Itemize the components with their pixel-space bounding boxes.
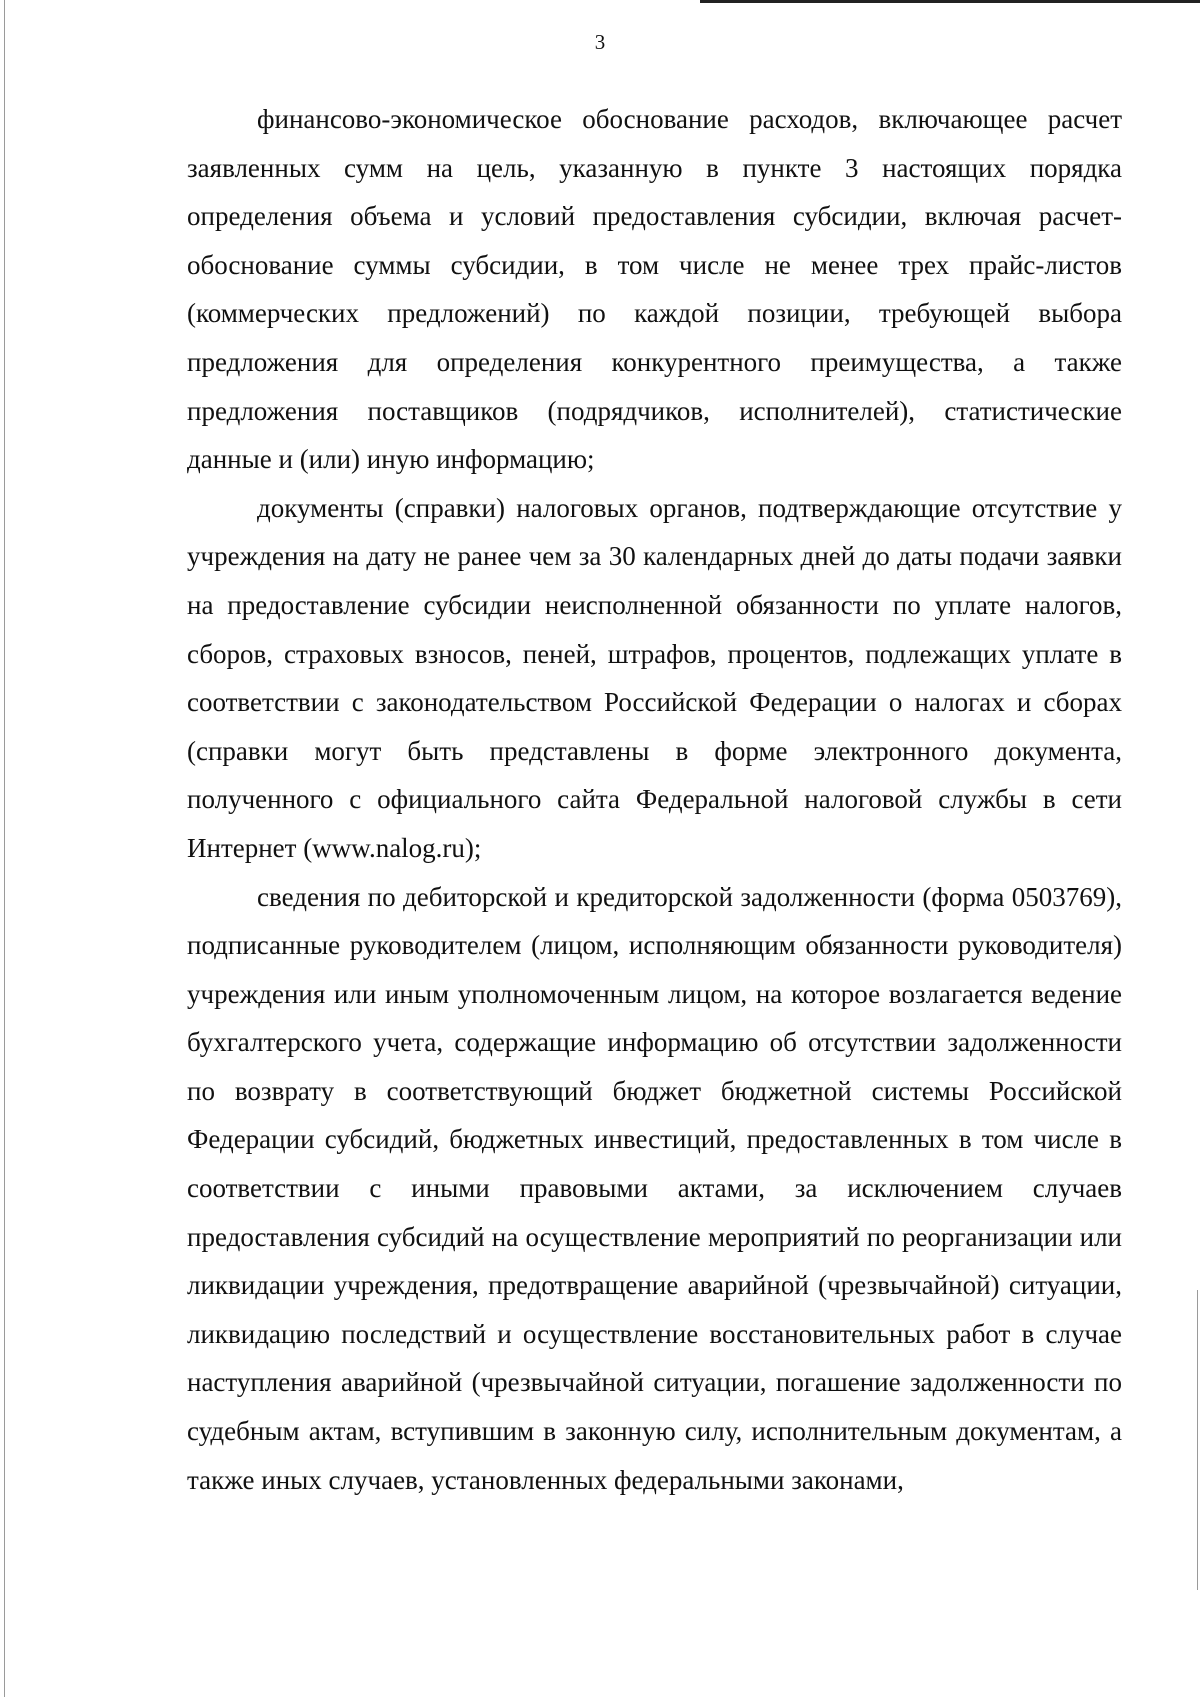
page-number: 3 [594, 30, 606, 54]
scan-edge-top [700, 0, 1200, 3]
document-body [187, 95, 1122, 1504]
paragraph-debt-information: сведения по дебиторской и кредиторской задолженности (форма 0503769), подписанные руководителем (лицом, исполняющим обязанности руководителя) учреждения или иным уполномоченным лицом, на которое возлагается ведение бухгалтерского учета, содержащие информацию об отсутствии задолженности по возврату в соответствующий бюджет бюджетной системы Российской Федерации субсидий, бюджетных инвестиций, предоставленных в том числе в соответствии с иными правовыми актами, за исключением случаев предоставления субсидий на осуществление мероприятий по реорганизации или ликвидации учреждения, предотвращение аварийной (чрезвычайной) ситуации, ликвидацию последствий и осуществление восстановительных работ в случае наступления аварийной (чрезвычайной ситуации, погашение задолженности по судебным актам, вступившим в законную силу, исполнительным документам, а также иных случаев, установленных федеральными законами, [187, 881, 1122, 1495]
paragraph-tax-certificates: документы (справки) налоговых органов, подтверждающие отсутствие у учреждения на дату не ранее чем за 30 календарных дней до даты подачи заявки на предоставление субсидии неисполненной обязанности по уплате налогов, сборов, страховых взносов, пеней, штрафов, процентов, подлежащих уплате в соответствии с законодательством Российской Федерации о налогах и сборах (справки могут быть представлены в форме электронного документа, полученного с официального сайта Федеральной налоговой службы в сети Интернет (www.nalog.ru); [187, 492, 1122, 863]
scan-edge-right [1197, 1290, 1198, 1590]
scan-edge-left [4, 0, 5, 1697]
paragraph-financial-justification: финансово-экономическое обоснование расходов, включающее расчет заявленных сумм на цель, указанную в пункте 3 настоящих порядка определения объема и условий предоставления субсидии, включая расчет-обоснование суммы субсидии, в том числе не менее трех прайс-листов (коммерческих предложений) по каждой позиции, требующей выбора предложения для определения конкурентного преимущества, а также предложения поставщиков (подрядчиков, исполнителей), статистические данные и (или) иную информацию; [187, 104, 1122, 475]
